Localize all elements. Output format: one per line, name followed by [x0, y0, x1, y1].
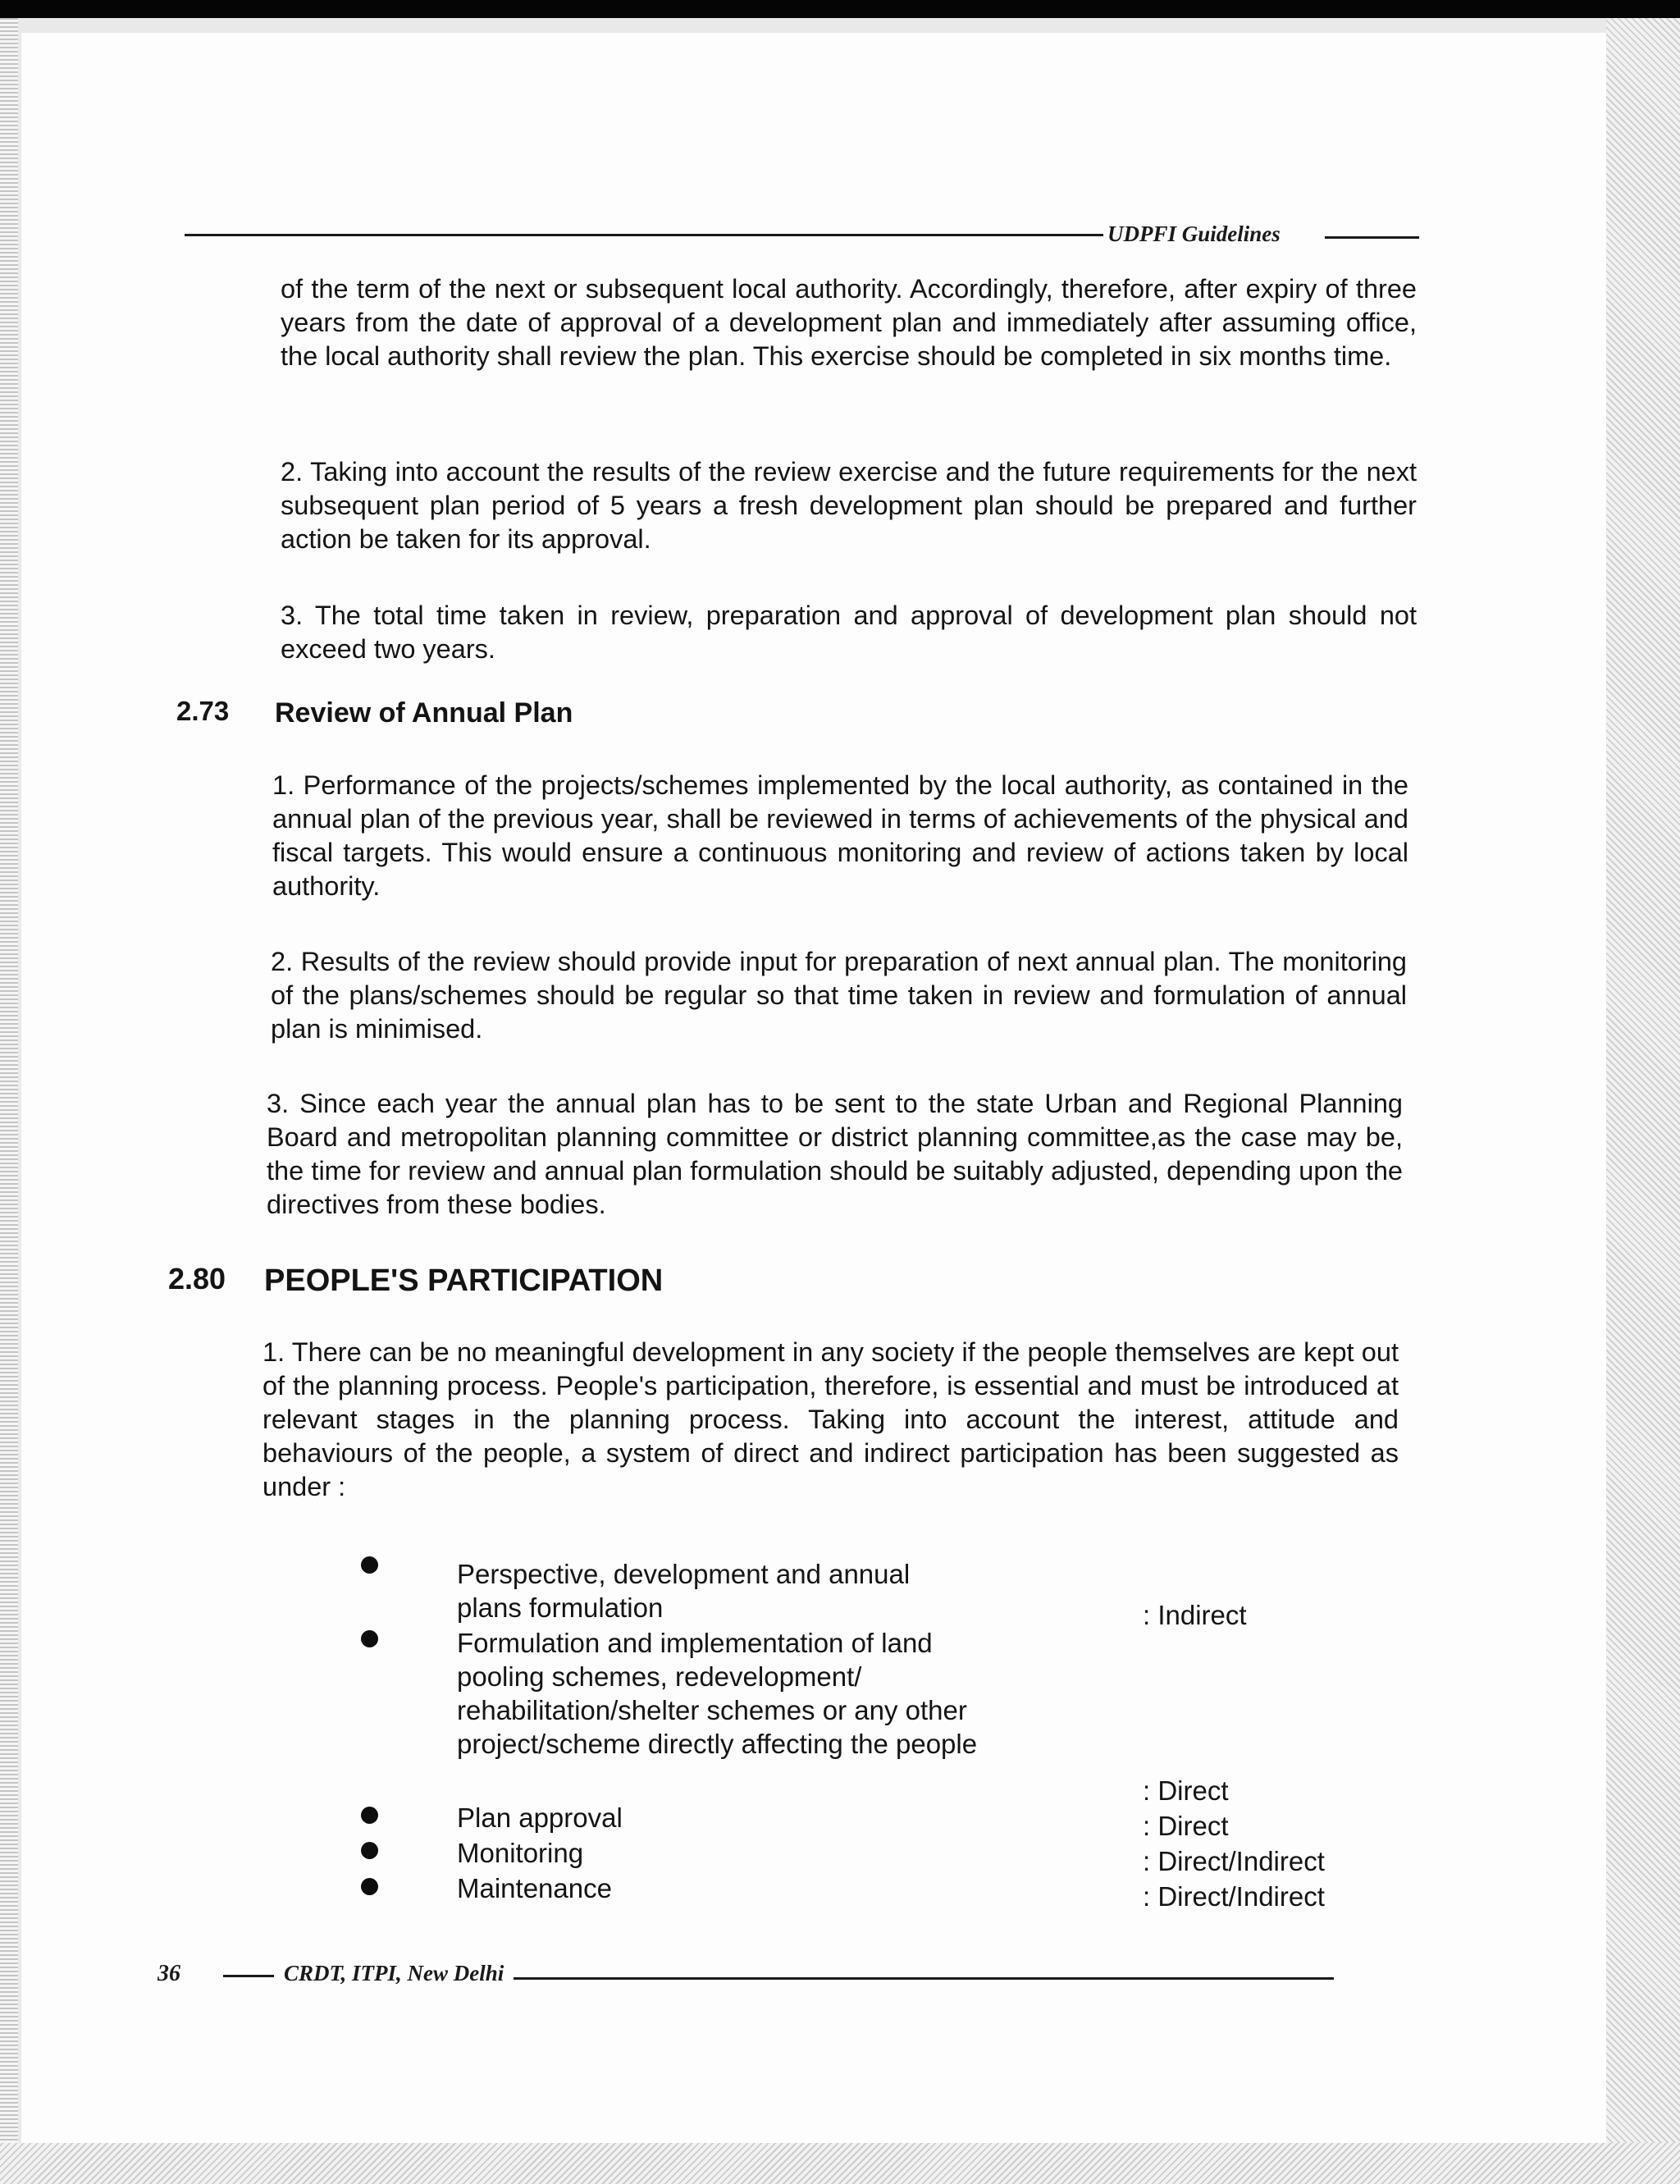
- section-273-title: Review of Annual Plan: [275, 697, 573, 729]
- bullet-dot-icon: [361, 1878, 378, 1895]
- list-item-value: : Indirect: [1143, 1600, 1247, 1630]
- list-item-label: Formulation and implementation of land pooling schemes, redevelopment/ rehabilitation/shelter schemes or any other project/scheme directly affecting the people: [457, 1628, 978, 1759]
- list-item-label: Perspective, development and annual plans formulation: [457, 1559, 911, 1623]
- bullet-dot-icon: [361, 1807, 378, 1824]
- footer-page-number: 36: [158, 1961, 180, 1986]
- list-item-label: Plan approval: [457, 1802, 623, 1833]
- section-280-number: 2.80: [168, 1262, 226, 1295]
- footer-organisation: CRDT, ITPI, New Delhi: [284, 1961, 504, 1985]
- list-item-value: : Direct/Indirect: [1143, 1846, 1325, 1876]
- bullet-dot-icon: [361, 1842, 378, 1859]
- bullet-dot-icon: [361, 1630, 378, 1647]
- intro-point-2: 2. Taking into account the results of the review exercise and the future requirements for the next subsequent plan period of 5 years a fresh development plan should be prepared and further action be taken for its approval.: [281, 457, 1417, 554]
- list-item-value: : Direct/Indirect: [1143, 1881, 1325, 1912]
- footer-rule-short: [223, 1975, 274, 1977]
- list-item-label: Monitoring: [457, 1838, 584, 1868]
- header-title: UDPFI Guidelines: [1107, 222, 1281, 246]
- intro-point-3: 3. The total time taken in review, preparation and approval of development plan should not exceed two years.: [281, 601, 1417, 664]
- list-item-value: : Direct: [1143, 1775, 1229, 1806]
- section-273-point-3: 3. Since each year the annual plan has to be sent to the state Urban and Regional Planning Board and metropolitan planning committee or district planning committee,as the case may be, the time for review and annual plan formulation should be suitably adjusted, depending upon the directives from these bodies.: [267, 1089, 1403, 1219]
- scan-left-edge: [0, 18, 18, 2184]
- scan-bottom-edge: [0, 2143, 1680, 2184]
- section-280-point-1: 1. There can be no meaningful development in any society if the people themselves are kept out of the planning process. People's participation, therefore, is essential and must be introduced at relevant stages in the planning process. Taking into account the interest, attitude and behaviours of the people, a system of direct and indirect participation has been suggested as under :: [262, 1337, 1399, 1501]
- list-item-value: : Direct: [1143, 1811, 1229, 1841]
- bullet-dot-icon: [361, 1556, 378, 1574]
- scan-top-border: [0, 0, 1680, 18]
- section-273-number: 2.73: [176, 696, 230, 726]
- section-273-point-1: 1. Performance of the projects/schemes implemented by the local authority, as contained in the annual plan of the previous year, shall be reviewed in terms of achievements of the physical and fiscal targets. This would ensure a continuous monitoring and review of actions taken by local authority.: [272, 770, 1408, 901]
- section-280-title: PEOPLE'S PARTICIPATION: [264, 1263, 664, 1298]
- list-item-label: Maintenance: [457, 1873, 612, 1903]
- scan-right-edge: [1606, 18, 1680, 2184]
- header-rule-left: [185, 234, 1103, 236]
- intro-continuation: of the term of the next or subsequent local authority. Accordingly, therefore, after expiry of three years from the date of approval of a development plan and immediately after assuming office, the local authority shall review the plan. This exercise should be completed in six months time.: [281, 274, 1417, 371]
- header-rule-right: [1325, 236, 1419, 239]
- section-273-point-2: 2. Results of the review should provide input for preparation of next annual plan. The monitoring of the plans/schemes should be regular so that time taken in review and formulation of annual plan is minimised.: [271, 947, 1407, 1044]
- footer-rule-long: [514, 1977, 1334, 1980]
